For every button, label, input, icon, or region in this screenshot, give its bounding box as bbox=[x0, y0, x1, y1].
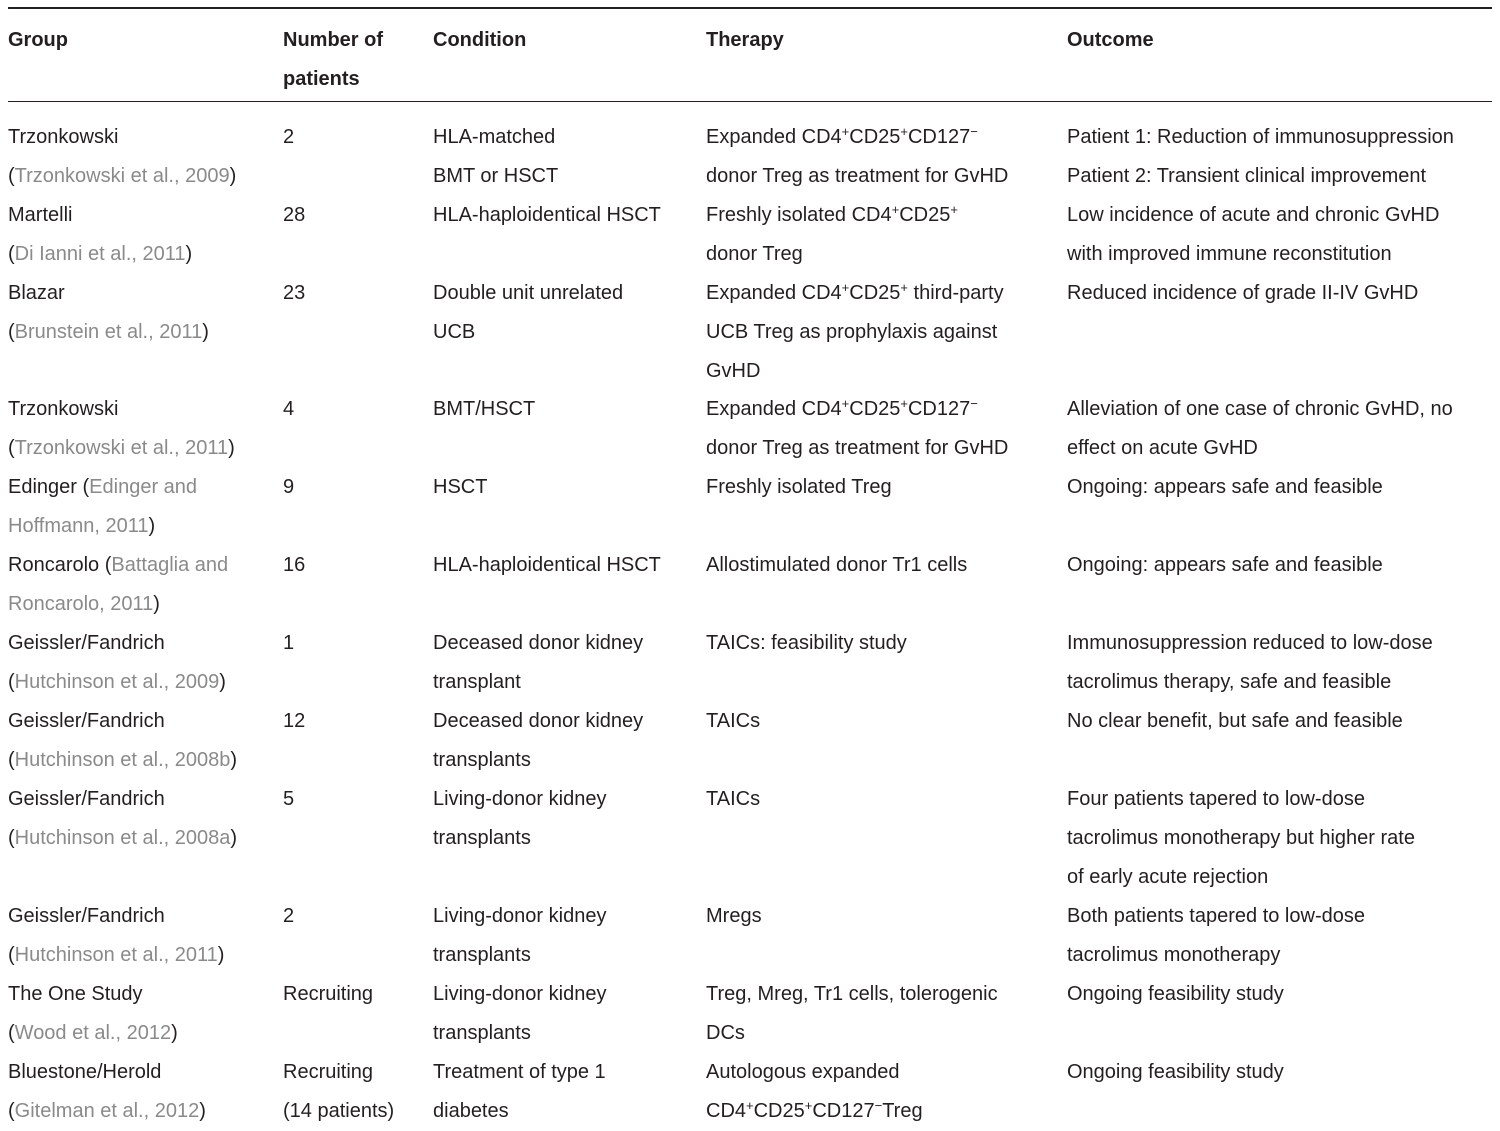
therapy-cell: Freshly isolated CD4+CD25+ donor Treg bbox=[706, 202, 958, 265]
patients-cell: 4 bbox=[283, 398, 295, 420]
therapy-cell: Freshly isolated Treg bbox=[706, 476, 892, 498]
therapy-cell: Expanded CD4+CD25+CD127− donor Treg as treatment for GvHD bbox=[706, 396, 1009, 459]
outcome-cell: Immunosuppression reduced to low-dose tacrolimus therapy, safe and feasible bbox=[1067, 632, 1433, 693]
table-top-rule bbox=[8, 7, 1492, 9]
group-cell: Trzonkowski (Trzonkowski et al., 2009) bbox=[8, 126, 237, 187]
patients-cell: 9 bbox=[283, 476, 295, 498]
condition-cell: Deceased donor kidney transplants bbox=[433, 710, 644, 771]
outcome-cell: Ongoing feasibility study bbox=[1067, 983, 1284, 1005]
outcome-cell: Ongoing: appears safe and feasible bbox=[1067, 554, 1383, 576]
citation-link[interactable]: Trzonkowski et al., 2011 bbox=[14, 436, 229, 459]
header-outcome: Outcome bbox=[1067, 29, 1154, 51]
outcome-cell: Four patients tapered to low-dose tacrolimus monotherapy but higher rate of early acute rejection bbox=[1067, 788, 1415, 888]
citation-link[interactable]: Roncarolo, 2011 bbox=[8, 592, 154, 615]
citation-link[interactable]: Hoffmann, 2011 bbox=[8, 514, 149, 537]
citation-link[interactable]: Hutchinson et al., 2011 bbox=[14, 943, 218, 966]
outcome-cell: Reduced incidence of grade II-IV GvHD bbox=[1067, 282, 1419, 304]
header-patients: Number of patients bbox=[283, 29, 383, 90]
outcome-cell: Ongoing feasibility study bbox=[1067, 1061, 1284, 1083]
group-cell: Roncarolo (Battaglia and Roncarolo, 2011) bbox=[8, 554, 229, 615]
citation-link[interactable]: Di Ianni et al., 2011 bbox=[14, 242, 186, 265]
group-cell: Geissler/Fandrich (Hutchinson et al., 2008a) bbox=[8, 788, 238, 849]
condition-cell: Treatment of type 1 diabetes bbox=[433, 1061, 606, 1122]
group-cell: The One Study (Wood et al., 2012) bbox=[8, 983, 178, 1044]
citation-link[interactable]: Battaglia and bbox=[111, 554, 229, 576]
therapy-cell: Expanded CD4+CD25+CD127− donor Treg as treatment for GvHD bbox=[706, 124, 1009, 187]
therapy-cell: Treg, Mreg, Tr1 cells, tolerogenic DCs bbox=[706, 983, 998, 1044]
header-therapy: Therapy bbox=[706, 29, 784, 51]
patients-cell: 23 bbox=[283, 282, 306, 304]
condition-cell: HLA-haploidentical HSCT bbox=[433, 204, 661, 226]
patients-cell: 1 bbox=[283, 632, 295, 654]
patients-cell: Recruiting bbox=[283, 983, 374, 1005]
group-cell: Martelli (Di Ianni et al., 2011) bbox=[8, 204, 193, 265]
outcome-cell: Both patients tapered to low-dose tacrolimus monotherapy bbox=[1067, 905, 1365, 966]
patients-cell: 2 bbox=[283, 126, 295, 148]
citation-link[interactable]: Hutchinson et al., 2008b bbox=[14, 748, 231, 771]
table-header-rule bbox=[8, 101, 1492, 102]
therapy-cell: Allostimulated donor Tr1 cells bbox=[706, 554, 968, 576]
condition-cell: HSCT bbox=[433, 476, 488, 498]
condition-cell: HLA-haploidentical HSCT bbox=[433, 554, 661, 576]
citation-link[interactable]: Gitelman et al., 2012 bbox=[14, 1099, 200, 1122]
therapy-cell: Mregs bbox=[706, 905, 762, 927]
group-cell: Geissler/Fandrich (Hutchinson et al., 2009) bbox=[8, 632, 226, 693]
group-cell: Trzonkowski (Trzonkowski et al., 2011) bbox=[8, 398, 235, 459]
condition-cell: Deceased donor kidney transplant bbox=[433, 632, 644, 693]
therapy-cell: TAICs bbox=[706, 710, 761, 732]
group-cell: Geissler/Fandrich (Hutchinson et al., 2011) bbox=[8, 905, 225, 966]
therapy-cell: Expanded CD4+CD25+ third-party UCB Treg as prophylaxis against GvHD bbox=[706, 280, 1004, 382]
condition-cell: Living-donor kidney transplants bbox=[433, 788, 607, 849]
outcome-cell: Alleviation of one case of chronic GvHD, no effect on acute GvHD bbox=[1067, 398, 1453, 459]
outcome-cell: No clear benefit, but safe and feasible bbox=[1067, 710, 1403, 732]
patients-cell: 16 bbox=[283, 554, 306, 576]
group-cell: Blazar (Brunstein et al., 2011) bbox=[8, 282, 209, 343]
patients-cell: 2 bbox=[283, 905, 295, 927]
therapy-cell: TAICs bbox=[706, 788, 761, 810]
group-cell: Bluestone/Herold (Gitelman et al., 2012) bbox=[8, 1061, 206, 1122]
header-condition: Condition bbox=[433, 29, 527, 51]
condition-cell: Double unit unrelated UCB bbox=[433, 282, 624, 343]
header-group: Group bbox=[8, 29, 68, 51]
therapy-cell: Autologous expanded CD4+CD25+CD127−Treg bbox=[706, 1061, 923, 1122]
citation-link[interactable]: Trzonkowski et al., 2009 bbox=[14, 164, 230, 187]
citation-link[interactable]: Hutchinson et al., 2009 bbox=[14, 670, 220, 693]
citation-link[interactable]: Hutchinson et al., 2008a bbox=[14, 826, 231, 849]
citation-link[interactable]: Wood et al., 2012 bbox=[14, 1021, 172, 1044]
patients-cell: 5 bbox=[283, 788, 295, 810]
condition-cell: Living-donor kidney transplants bbox=[433, 905, 607, 966]
condition-cell: HLA-matched BMT or HSCT bbox=[433, 126, 559, 187]
condition-cell: BMT/HSCT bbox=[433, 398, 536, 420]
patients-cell: 28 bbox=[283, 204, 306, 226]
outcome-cell: Low incidence of acute and chronic GvHD with improved immune reconstitution bbox=[1067, 204, 1440, 265]
condition-cell: Living-donor kidney transplants bbox=[433, 983, 607, 1044]
therapy-cell: TAICs: feasibility study bbox=[706, 632, 907, 654]
citation-link[interactable]: Brunstein et al., 2011 bbox=[14, 320, 203, 343]
group-cell: Geissler/Fandrich (Hutchinson et al., 2008b) bbox=[8, 710, 238, 771]
citation-link[interactable]: Edinger and bbox=[89, 476, 198, 498]
patients-cell: 12 bbox=[283, 710, 306, 732]
outcome-cell: Patient 1: Reduction of immunosuppression Patient 2: Transient clinical improvement bbox=[1067, 126, 1454, 187]
group-cell: Edinger (Edinger and Hoffmann, 2011) bbox=[8, 476, 198, 537]
patients-cell: Recruiting (14 patients) bbox=[283, 1061, 395, 1122]
outcome-cell: Ongoing: appears safe and feasible bbox=[1067, 476, 1383, 498]
